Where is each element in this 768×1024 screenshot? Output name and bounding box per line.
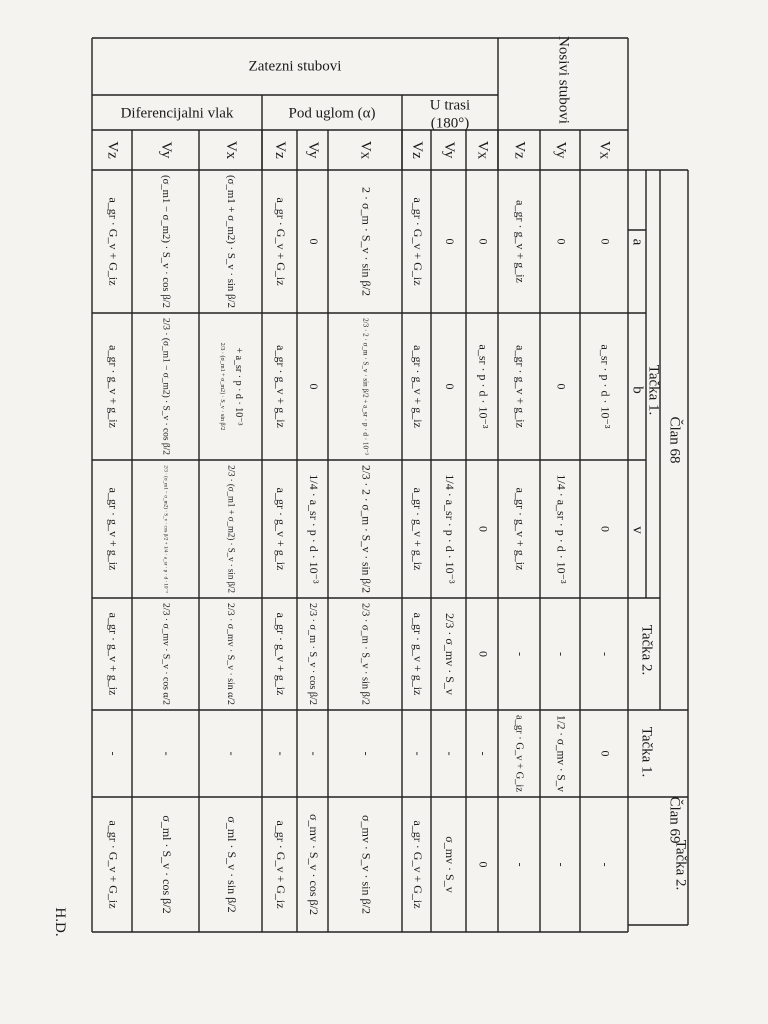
cell-v-11: 0 <box>598 526 613 532</box>
cell-a-4: 0 <box>306 238 321 245</box>
cell-tacka1_69-7: - <box>442 751 457 756</box>
cell-a-0: a_gr · G_v + G_iz <box>106 197 121 286</box>
cell-tacka2_68-5: 2/3 · σ_m · S_v · sin β/2 <box>359 603 371 705</box>
cell-a-8: 0 <box>476 238 491 245</box>
cell-b-2: 2/3 · (σ_m1 + σ_m2) · S_v · sin β/2 <box>219 342 226 431</box>
cell-tacka2_69-7: σ_mv · S_v <box>442 836 457 893</box>
cell-a-1: (σ_m1 − σ_m2) · S_v · cos β/2 <box>160 175 173 308</box>
cell-b-9: a_gr · g_v + g_iz <box>513 345 528 428</box>
tacka1-69-label: Tačka 1. <box>638 726 655 778</box>
cell-v-7: 1/4 · a_sr · p · d · 10⁻³ <box>442 474 457 584</box>
cell-tacka2_68-8: 0 <box>476 651 491 657</box>
cell-tacka1_69-2: - <box>224 751 239 756</box>
cell-tacka2_68-1: 2/3 · σ_mv · S_v · cos α/2 <box>160 603 172 705</box>
author-initials: H.D. <box>52 907 68 937</box>
tacka1-68-label: Tačka 1. <box>645 364 662 416</box>
cell-tacka2_68-4: 2/3 · σ_m · S_v · cos β/2 <box>307 603 319 705</box>
column-label-vz-3: Vz <box>272 141 289 159</box>
column-label-vy-4: Vy <box>305 141 322 159</box>
cell-tacka2_68-11: - <box>598 652 613 656</box>
cell-v-10: 1/4 · a_sr · p · d · 10⁻³ <box>554 474 569 584</box>
cell-tacka2_69-6: a_gr · G_v + G_iz <box>410 820 425 909</box>
tacka2-68-label: Tačka 2. <box>638 624 655 676</box>
column-label-vx-8: Vx <box>474 140 491 160</box>
column-label-vx-11: Vx <box>596 140 613 160</box>
cell-tacka1_69-6: - <box>410 751 425 756</box>
cell-tacka2_68-2: 2/3 · σ_mv · S_v · sin α/2 <box>225 603 237 705</box>
cell-a-11: 0 <box>598 238 613 245</box>
cell-tacka1_69-9: a_gr · G_v + G_iz <box>513 715 525 792</box>
clan68-label: Član 68 <box>666 416 683 464</box>
column-label-vy-7: Vy <box>441 141 458 159</box>
cell-b-4: 0 <box>306 383 321 390</box>
column-label-vz-6: Vz <box>409 141 426 159</box>
cell-b-1: 2/3 · (σ_m1 − σ_m2) · S_v · cos β/2 <box>160 317 171 456</box>
header-pod-uglom: Pod uglom (α) <box>288 105 376 122</box>
cell-v-9: a_gr · g_v + g_iz <box>513 487 528 571</box>
column-label-vy-10: Vy <box>552 141 569 159</box>
cell-tacka2_69-5: σ_mv · S_v · sin β/2 <box>359 815 374 914</box>
cell-v-2: 2/3 · (σ_m1 + σ_m2) · S_v · sin β/2 <box>226 465 237 593</box>
cell-a-5: 2 · σ_m · S_v · sin β/2 <box>359 187 374 296</box>
cell-tacka1_69-10: 1/2 · σ_mv · S_v <box>554 715 567 792</box>
cell-v-8: 0 <box>476 526 491 532</box>
cell-tacka2_68-9: - <box>513 652 528 656</box>
cell-b-10: 0 <box>554 383 569 390</box>
cell-a-9: a_gr · g_v + g_iz <box>513 200 528 283</box>
cell-tacka2_69-10: - <box>554 862 569 867</box>
sub-v-label: v <box>629 526 646 534</box>
cell-a-10: 0 <box>554 238 569 245</box>
cell-tacka1_69-1: - <box>159 751 174 756</box>
cell-a-6: a_gr · G_v + G_iz <box>410 197 425 286</box>
cell-b-2-line2: + a_sr · p · d · 10⁻³ <box>233 347 245 426</box>
cell-tacka1_69-0: - <box>106 751 121 756</box>
cell-tacka2_68-6: a_gr · g_v + g_iz <box>410 612 425 696</box>
cell-tacka2_69-3: a_gr · G_v + G_iz <box>273 820 288 909</box>
sub-a-label: a <box>629 238 646 246</box>
cell-tacka1_69-4: - <box>306 751 321 756</box>
cell-v-6: a_gr · g_v + g_iz <box>410 487 425 571</box>
cell-v-4: 1/4 · a_sr · p · d · 10⁻³ <box>306 474 321 584</box>
cell-tacka2_68-10: - <box>554 652 569 656</box>
cell-tacka2_69-0: a_gr · G_v + G_iz <box>106 820 121 909</box>
cell-tacka2_69-2: σ_ml · S_v · sin β/2 <box>224 816 239 913</box>
cell-v-3: a_gr · g_v + g_iz <box>273 487 288 571</box>
cell-tacka2_68-7: 2/3 · σ_mv · S_v <box>442 613 457 695</box>
cell-a-2: (σ_m1 + σ_m2) · S_v · sin β/2 <box>225 175 238 308</box>
header-u-trasi: U trasi <box>429 97 471 114</box>
column-label-vz-0: Vz <box>104 141 121 159</box>
header-nosivi: Nosivi stubovi <box>555 36 572 124</box>
cell-b-5: 2/3 · 2 · σ_m · S_v · sin β/2 + a_sr · p · d · 10⁻³ <box>361 318 370 455</box>
column-label-vx-5: Vx <box>357 140 374 160</box>
cell-tacka1_69-5: - <box>359 751 374 756</box>
sub-b-label: b <box>629 386 646 394</box>
clan69-label: Član 69 <box>666 796 683 844</box>
header-diferencijalni: Diferencijalni vlak <box>120 105 234 122</box>
cell-b-6: a_gr · g_v + g_iz <box>410 345 425 428</box>
cell-v-1: 2/3 · (σ_m1 − σ_m2) · S_v · cos β/2 + 1/4 · a_sr · p · d · 10⁻³ <box>162 465 169 593</box>
cell-tacka2_68-0: a_gr · g_v + g_iz <box>106 612 121 696</box>
cell-b-3: a_gr · g_v + g_iz <box>273 345 288 428</box>
column-label-vy-1: Vy <box>158 141 175 159</box>
cell-v-0: a_gr · g_v + g_iz <box>106 487 121 571</box>
cell-tacka2_69-11: - <box>598 862 613 867</box>
cell-a-7: 0 <box>442 238 457 245</box>
column-label-vz-9: Vz <box>511 141 528 159</box>
cell-b-8: a_sr · p · d · 10⁻³ <box>476 344 491 429</box>
cell-b-0: a_gr · g_v + g_iz <box>106 345 121 428</box>
cell-tacka2_68-3: a_gr · g_v + g_iz <box>273 612 288 696</box>
header-zatezni: Zatezni stubovi <box>248 58 342 75</box>
cell-a-3: a_gr · G_v + G_iz <box>273 197 288 286</box>
cell-tacka2_69-1: σ_ml · S_v · cos β/2 <box>159 815 174 914</box>
cell-tacka1_69-3: - <box>273 751 288 756</box>
tacka2-69-label: Tačka 2. <box>672 839 689 891</box>
cell-b-11: a_sr · p · d · 10⁻³ <box>598 344 613 429</box>
cell-v-5: 2/3 · 2 · σ_m · S_v · sin β/2 <box>359 465 372 593</box>
cell-tacka2_69-8: 0 <box>476 861 491 868</box>
column-label-vx-2: Vx <box>223 140 240 160</box>
cell-tacka2_69-9: - <box>513 862 528 867</box>
cell-tacka2_69-4: σ_mv · S_v · cos β/2 <box>306 814 321 915</box>
header-u-trasi-angle: (180°) <box>430 115 470 132</box>
cell-tacka1_69-8: - <box>476 751 491 756</box>
cell-b-7: 0 <box>442 383 457 390</box>
cell-tacka1_69-11: 0 <box>598 750 613 757</box>
